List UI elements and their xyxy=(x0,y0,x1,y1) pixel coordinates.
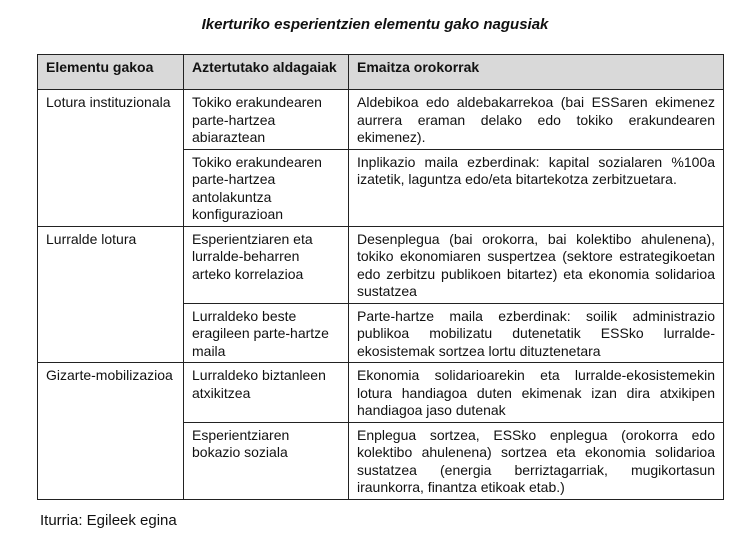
variable-cell: Tokiko erakundearen parte-hartzea abiaraztean xyxy=(184,90,349,150)
element-cell: Gizarte-mobilizazioa xyxy=(38,363,184,500)
variable-cell: Tokiko erakundearen parte-hartzea antolakuntza konfigurazioan xyxy=(184,149,349,226)
result-cell: Parte-hartze maila ezberdinak: soilik administrazio publikoa mobilizatu dutenetatik ESSko lurralde-ekosistemak sortzea lortu dituztenetara xyxy=(349,303,724,363)
table-row xyxy=(38,90,724,150)
source-note: Iturria: Egileek egina xyxy=(40,512,177,529)
key-elements-table xyxy=(37,54,724,500)
result-cell: Aldebikoa edo aldebakarrekoa (bai ESSaren ekimenez aurrera eraman delako edo tokiko erakundearen ekimenez). xyxy=(349,90,724,150)
header-element: Elementu gakoa xyxy=(38,55,184,90)
variable-cell: Esperientziaren eta lurralde-beharren arteko korrelazioa xyxy=(184,226,349,303)
result-cell: Enplegua sortzea, ESSko enplegua (orokorra edo kolektibo ahulenena) sortzea eta ekonomia solidarioa sustatzea (energia berriztagarriak, mugikortasun iraunkorra, finantza etikoak etab.) xyxy=(349,422,724,499)
result-cell: Ekonomia solidarioarekin eta lurralde-ekosistemekin lotura handiagoa duten ekimenak izan dira atxikipen handiagoa jaso dutenak xyxy=(349,363,724,423)
element-cell: Lotura instituzionala xyxy=(38,90,184,227)
result-cell: Desenplegua (bai orokorra, bai kolektibo ahulenena), tokiko ekonomiaren suspertzea (sektore estrategikoetan edo zerbitzu publikoen bitartez) eta ekonomia solidarioa sustatzea xyxy=(349,226,724,303)
variable-cell: Esperientziaren bokazio soziala xyxy=(184,422,349,499)
variable-cell: Lurraldeko beste eragileen parte-hartze maila xyxy=(184,303,349,363)
variable-cell: Lurraldeko biztanleen atxikitzea xyxy=(184,363,349,423)
element-cell: Lurralde lotura xyxy=(38,226,184,363)
header-results: Emaitza orokorrak xyxy=(349,55,724,90)
table-title: Ikerturiko esperientzien elementu gako nagusiak xyxy=(201,16,549,33)
table-row xyxy=(38,226,724,303)
table-header-row xyxy=(38,55,724,90)
header-variables: Aztertutako aldagaiak xyxy=(184,55,349,90)
table-row xyxy=(38,363,724,423)
result-cell: Inplikazio maila ezberdinak: kapital sozialaren %100a izatetik, laguntza edo/eta bitartekotza zerbitzuetara. xyxy=(349,149,724,226)
